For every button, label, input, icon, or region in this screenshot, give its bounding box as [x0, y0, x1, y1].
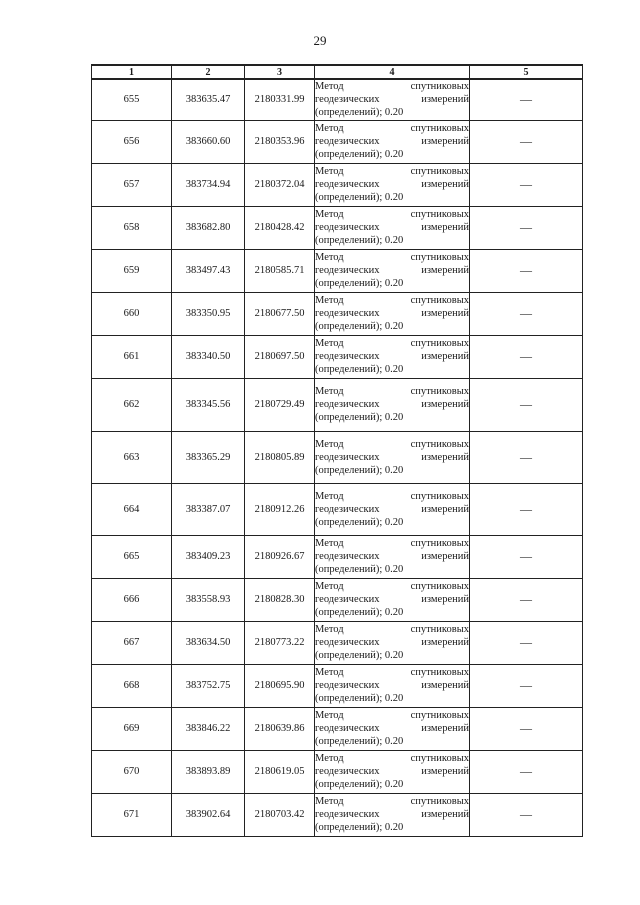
table-row [92, 120, 583, 163]
page-number: 29 [313, 33, 327, 48]
coord-y: 2180428.42 [245, 206, 315, 249]
col5-dash: — [470, 431, 583, 483]
method-word: спутниковых [410, 667, 469, 678]
method-word: геодезических [315, 308, 380, 319]
method-cell [315, 535, 470, 578]
method-word: спутниковых [410, 123, 469, 134]
col5-dash: — [470, 621, 583, 664]
method-accuracy: (определений); 0.20 [315, 412, 404, 423]
method-accuracy: (определений); 0.20 [315, 192, 404, 203]
point-number: 660 [92, 292, 172, 335]
method-word: геодезических [315, 136, 380, 147]
table-row [92, 335, 583, 378]
header-col-4: 4 [315, 65, 470, 79]
col5-dash: — [470, 206, 583, 249]
method-word: Метод [315, 295, 344, 306]
coord-x: 383634.50 [172, 621, 245, 664]
col5-dash: — [470, 120, 583, 163]
method-word: Метод [315, 538, 344, 549]
method-cell [315, 578, 470, 621]
coord-y: 2180828.30 [245, 578, 315, 621]
table-row [92, 378, 583, 431]
method-cell [315, 621, 470, 664]
point-number: 663 [92, 431, 172, 483]
coord-x: 383846.22 [172, 707, 245, 750]
col5-dash: — [470, 750, 583, 793]
coord-y: 2180619.05 [245, 750, 315, 793]
method-word: Метод [315, 667, 344, 678]
method-word: Метод [315, 796, 344, 807]
method-accuracy: (определений); 0.20 [315, 364, 404, 375]
method-word: геодезических [315, 399, 380, 410]
method-word: спутниковых [410, 710, 469, 721]
col5-dash: — [470, 249, 583, 292]
header-col-2: 2 [172, 65, 245, 79]
method-cell [315, 664, 470, 707]
method-word: геодезических [315, 551, 380, 562]
point-number: 671 [92, 793, 172, 836]
method-word: измерений [421, 809, 469, 820]
coord-x: 383387.07 [172, 483, 245, 535]
coord-y: 2180331.99 [245, 79, 315, 120]
point-number: 665 [92, 535, 172, 578]
coord-x: 383660.60 [172, 120, 245, 163]
method-word: измерений [421, 222, 469, 233]
method-cell [315, 120, 470, 163]
method-word: геодезических [315, 351, 380, 362]
coord-y: 2180912.26 [245, 483, 315, 535]
method-word: Метод [315, 710, 344, 721]
coord-x: 383682.80 [172, 206, 245, 249]
method-cell [315, 707, 470, 750]
method-cell [315, 431, 470, 483]
method-word: Метод [315, 338, 344, 349]
coord-x: 383345.56 [172, 378, 245, 431]
coord-y: 2180729.49 [245, 378, 315, 431]
table-row [92, 79, 583, 120]
method-accuracy: (определений); 0.20 [315, 278, 404, 289]
method-word: Метод [315, 166, 344, 177]
coord-x: 383893.89 [172, 750, 245, 793]
method-word: геодезических [315, 265, 380, 276]
coord-x: 383365.29 [172, 431, 245, 483]
method-accuracy: (определений); 0.20 [315, 736, 404, 747]
table-body [92, 79, 583, 836]
coordinates-table [91, 64, 583, 837]
method-cell [315, 793, 470, 836]
point-number: 666 [92, 578, 172, 621]
method-word: измерений [421, 637, 469, 648]
col5-dash: — [470, 578, 583, 621]
method-word: геодезических [315, 94, 380, 106]
method-word: измерений [421, 351, 469, 362]
point-number: 658 [92, 206, 172, 249]
method-word: измерений [421, 766, 469, 777]
point-number: 655 [92, 79, 172, 120]
method-accuracy: (определений); 0.20 [315, 149, 404, 160]
method-word: спутниковых [410, 166, 469, 177]
table-row [92, 249, 583, 292]
method-word: спутниковых [410, 295, 469, 306]
col5-dash: — [470, 483, 583, 535]
col5-dash: — [470, 335, 583, 378]
method-word: Метод [315, 438, 344, 450]
table-header-row [92, 65, 583, 79]
coord-y: 2180353.96 [245, 120, 315, 163]
method-accuracy: (определений); 0.20 [315, 516, 404, 528]
method-word: измерений [421, 451, 469, 463]
point-number: 661 [92, 335, 172, 378]
col5-dash: — [470, 79, 583, 120]
point-number: 662 [92, 378, 172, 431]
method-word: спутниковых [410, 386, 469, 397]
col5-dash: — [470, 378, 583, 431]
coord-y: 2180677.50 [245, 292, 315, 335]
coord-x: 383409.23 [172, 535, 245, 578]
table-row [92, 163, 583, 206]
method-word: измерений [421, 136, 469, 147]
method-word: геодезических [315, 637, 380, 648]
coord-x: 383635.47 [172, 79, 245, 120]
coord-x: 383497.43 [172, 249, 245, 292]
method-word: спутниковых [410, 252, 469, 263]
method-word: геодезических [315, 766, 380, 777]
method-cell [315, 249, 470, 292]
method-word: измерений [421, 551, 469, 562]
method-word: измерений [421, 179, 469, 190]
method-word: геодезических [315, 222, 380, 233]
coord-x: 383734.94 [172, 163, 245, 206]
method-word: измерений [421, 723, 469, 734]
method-word: геодезических [315, 809, 380, 820]
method-accuracy: (определений); 0.20 [315, 321, 404, 332]
coord-y: 2180697.50 [245, 335, 315, 378]
point-number: 657 [92, 163, 172, 206]
table-row [92, 578, 583, 621]
point-number: 664 [92, 483, 172, 535]
method-accuracy: (определений); 0.20 [315, 564, 404, 575]
table-row [92, 750, 583, 793]
method-word: измерений [421, 680, 469, 691]
coord-x: 383752.75 [172, 664, 245, 707]
coord-x: 383902.64 [172, 793, 245, 836]
method-cell [315, 163, 470, 206]
method-word: измерений [421, 594, 469, 605]
coord-x: 383350.95 [172, 292, 245, 335]
point-number: 656 [92, 120, 172, 163]
col5-dash: — [470, 664, 583, 707]
method-word: спутниковых [410, 438, 469, 450]
col5-dash: — [470, 793, 583, 836]
method-word: геодезических [315, 594, 380, 605]
method-word: измерений [421, 265, 469, 276]
coord-y: 2180639.86 [245, 707, 315, 750]
coord-x: 383558.93 [172, 578, 245, 621]
coord-y: 2180695.90 [245, 664, 315, 707]
method-word: измерений [421, 94, 469, 106]
method-cell [315, 292, 470, 335]
method-cell [315, 206, 470, 249]
table-row [92, 664, 583, 707]
method-accuracy: (определений); 0.20 [315, 779, 404, 790]
col5-dash: — [470, 163, 583, 206]
method-accuracy: (определений); 0.20 [315, 650, 404, 661]
method-accuracy: (определений); 0.20 [315, 693, 404, 704]
method-word: спутниковых [410, 209, 469, 220]
table-row [92, 431, 583, 483]
col5-dash: — [470, 535, 583, 578]
col5-dash: — [470, 292, 583, 335]
method-word: измерений [421, 503, 469, 515]
method-word: Метод [315, 209, 344, 220]
method-word: спутниковых [410, 753, 469, 764]
method-accuracy: (определений); 0.20 [315, 822, 404, 833]
method-word: измерений [421, 308, 469, 319]
method-word: Метод [315, 386, 344, 397]
method-accuracy: (определений); 0.20 [315, 464, 404, 476]
method-word: геодезических [315, 179, 380, 190]
method-word: спутниковых [410, 624, 469, 635]
method-word: Метод [315, 81, 344, 93]
method-word: геодезических [315, 723, 380, 734]
method-cell [315, 79, 470, 120]
coord-y: 2180585.71 [245, 249, 315, 292]
method-accuracy: (определений); 0.20 [315, 607, 404, 618]
method-word: измерений [421, 399, 469, 410]
method-cell [315, 378, 470, 431]
method-cell [315, 335, 470, 378]
coord-y: 2180926.67 [245, 535, 315, 578]
point-number: 670 [92, 750, 172, 793]
coord-y: 2180773.22 [245, 621, 315, 664]
point-number: 669 [92, 707, 172, 750]
method-word: спутниковых [410, 490, 469, 502]
table-row [92, 206, 583, 249]
coord-y: 2180805.89 [245, 431, 315, 483]
method-accuracy: (определений); 0.20 [315, 107, 404, 119]
method-word: спутниковых [410, 81, 469, 93]
header-col-1: 1 [92, 65, 172, 79]
method-word: спутниковых [410, 338, 469, 349]
table-row [92, 535, 583, 578]
point-number: 659 [92, 249, 172, 292]
coord-y: 2180703.42 [245, 793, 315, 836]
coord-x: 383340.50 [172, 335, 245, 378]
col5-dash: — [470, 707, 583, 750]
method-word: Метод [315, 624, 344, 635]
table-row [92, 483, 583, 535]
header-col-5: 5 [470, 65, 583, 79]
method-word: спутниковых [410, 538, 469, 549]
method-cell [315, 483, 470, 535]
method-word: геодезических [315, 503, 380, 515]
coord-y: 2180372.04 [245, 163, 315, 206]
method-word: Метод [315, 252, 344, 263]
header-col-3: 3 [245, 65, 315, 79]
method-word: спутниковых [410, 581, 469, 592]
method-word: Метод [315, 490, 344, 502]
method-word: геодезических [315, 680, 380, 691]
method-word: спутниковых [410, 796, 469, 807]
method-word: Метод [315, 123, 344, 134]
method-word: Метод [315, 581, 344, 592]
table-row [92, 793, 583, 836]
table-row [92, 621, 583, 664]
method-word: геодезических [315, 451, 380, 463]
method-accuracy: (определений); 0.20 [315, 235, 404, 246]
table-row [92, 707, 583, 750]
method-word: Метод [315, 753, 344, 764]
point-number: 667 [92, 621, 172, 664]
method-cell [315, 750, 470, 793]
point-number: 668 [92, 664, 172, 707]
table-row [92, 292, 583, 335]
